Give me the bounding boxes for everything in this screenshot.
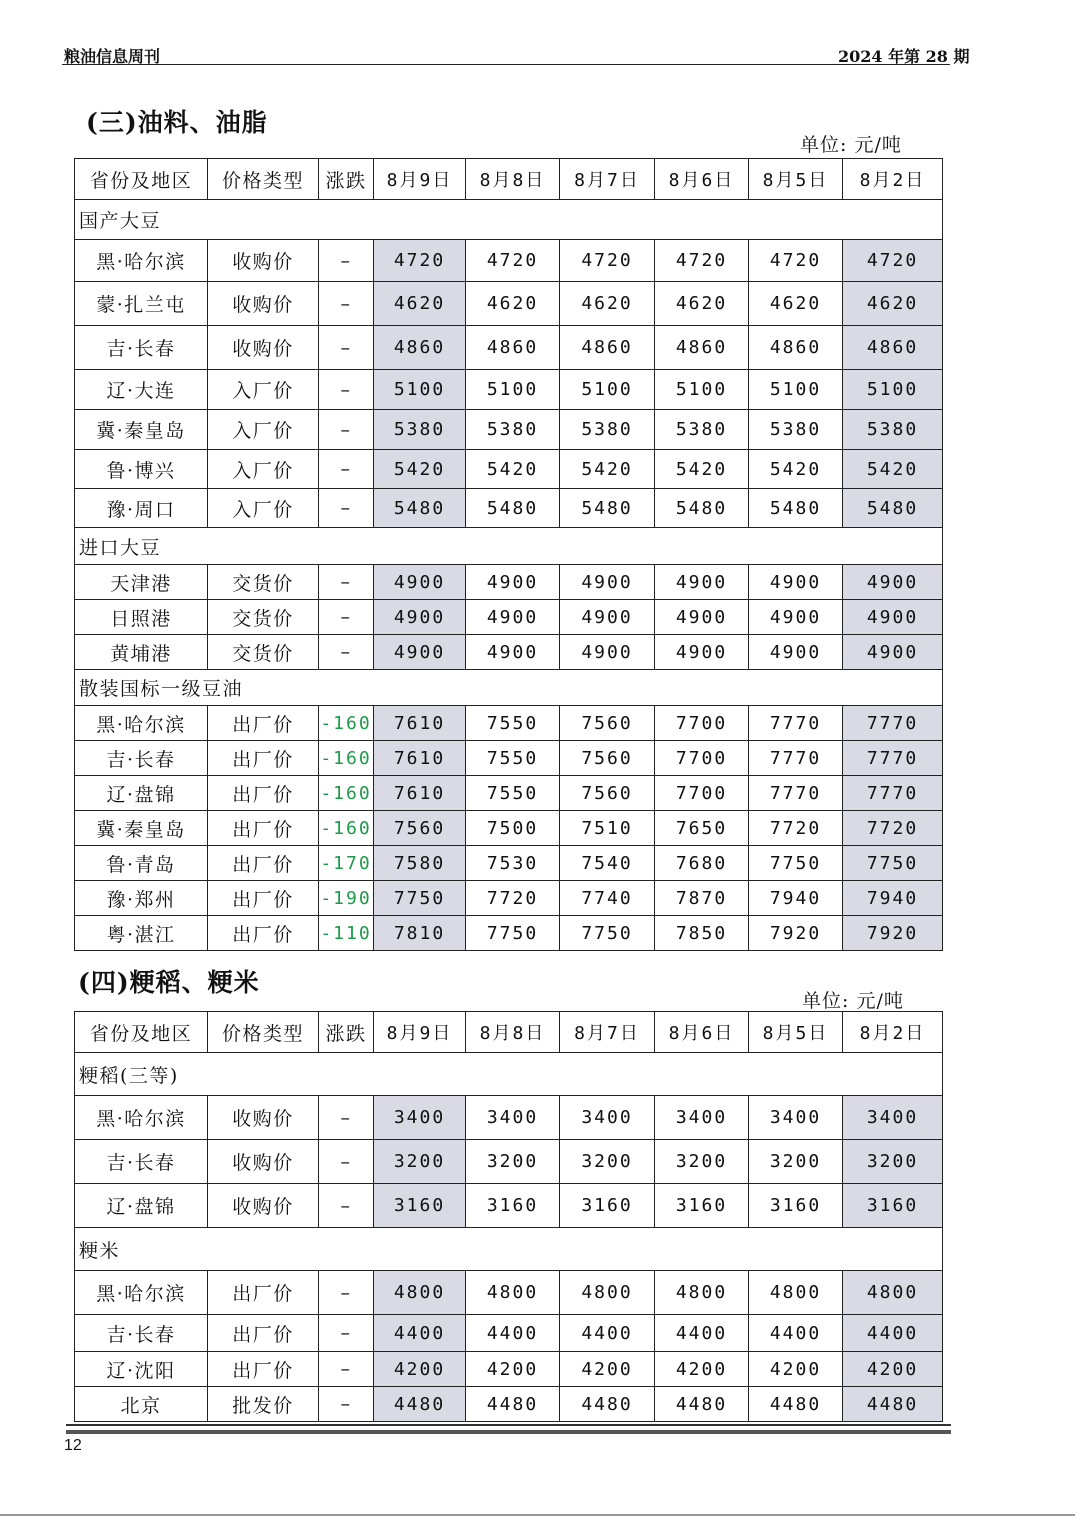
footer-rule-thin <box>66 1424 951 1426</box>
header-rule <box>62 64 950 65</box>
price-cell: 7750 <box>560 916 655 951</box>
change-cell: -190 <box>319 881 374 916</box>
column-header: 价格类型 <box>208 1012 319 1053</box>
price-cell: 4620 <box>560 282 655 326</box>
column-header: 8月5日 <box>749 159 843 200</box>
price-cell: 4480 <box>655 1387 749 1422</box>
table-row <box>75 600 943 635</box>
category-label: 粳稻(三等) <box>75 1053 943 1096</box>
category-label: 粳米 <box>75 1228 943 1271</box>
price-cell: 4900 <box>749 600 843 635</box>
price-cell: 7540 <box>560 846 655 881</box>
price-cell: 5100 <box>749 370 843 410</box>
change-cell: – <box>319 600 374 635</box>
price-type-cell: 交货价 <box>208 635 319 670</box>
price-cell: 4400 <box>749 1315 843 1352</box>
change-cell: – <box>319 1315 374 1352</box>
price-cell: 4620 <box>749 282 843 326</box>
column-header: 8月8日 <box>466 159 560 200</box>
price-cell: 5380 <box>655 410 749 450</box>
price-cell: 3160 <box>466 1184 560 1228</box>
price-cell: 4860 <box>843 326 943 370</box>
table-row <box>75 240 943 282</box>
price-cell: 4900 <box>749 635 843 670</box>
table-header-row <box>75 159 943 200</box>
price-cell: 5100 <box>374 370 466 410</box>
price-cell: 4860 <box>466 326 560 370</box>
change-cell: -160 <box>319 741 374 776</box>
table-row <box>75 881 943 916</box>
price-cell: 5100 <box>466 370 560 410</box>
price-cell: 5380 <box>466 410 560 450</box>
footer-rule-thick <box>66 1430 951 1434</box>
price-cell: 7740 <box>560 881 655 916</box>
price-type-cell: 入厂价 <box>208 410 319 450</box>
price-cell: 4200 <box>374 1352 466 1387</box>
price-type-cell: 收购价 <box>208 326 319 370</box>
publication-title: 粮油信息周刊 <box>64 47 161 66</box>
change-cell: – <box>319 1352 374 1387</box>
price-cell: 7560 <box>560 706 655 741</box>
price-cell: 3400 <box>749 1096 843 1140</box>
table-row <box>75 741 943 776</box>
column-header: 涨跌 <box>319 1012 374 1053</box>
price-cell: 3400 <box>560 1096 655 1140</box>
table-row <box>75 489 943 528</box>
price-cell: 4800 <box>655 1271 749 1315</box>
table-row <box>75 1352 943 1387</box>
table-row <box>75 326 943 370</box>
price-cell: 3160 <box>655 1184 749 1228</box>
price-cell: 4800 <box>843 1271 943 1315</box>
region-cell: 蒙·扎兰屯 <box>75 282 208 326</box>
price-cell: 4900 <box>560 635 655 670</box>
price-cell: 4400 <box>374 1315 466 1352</box>
table-row <box>75 565 943 600</box>
issue-number: 2024 年第 28 期 <box>838 47 970 66</box>
table-row <box>75 282 943 326</box>
price-cell: 7770 <box>749 741 843 776</box>
price-cell: 7700 <box>655 776 749 811</box>
price-cell: 5420 <box>655 450 749 489</box>
region-cell: 辽·盘锦 <box>75 1184 208 1228</box>
price-table-oils <box>74 158 943 951</box>
unit-label-oils: 单位: 元/吨 <box>800 134 902 156</box>
price-cell: 5420 <box>749 450 843 489</box>
price-type-cell: 批发价 <box>208 1387 319 1422</box>
price-cell: 4900 <box>560 565 655 600</box>
table-row <box>75 370 943 410</box>
price-cell: 4480 <box>560 1387 655 1422</box>
price-cell: 4200 <box>749 1352 843 1387</box>
price-cell: 3160 <box>843 1184 943 1228</box>
price-cell: 7940 <box>749 881 843 916</box>
column-header: 涨跌 <box>319 159 374 200</box>
region-cell: 粤·湛江 <box>75 916 208 951</box>
price-cell: 3200 <box>560 1140 655 1184</box>
table-row <box>75 1315 943 1352</box>
region-cell: 鲁·博兴 <box>75 450 208 489</box>
column-header: 8月6日 <box>655 1012 749 1053</box>
region-cell: 北京 <box>75 1387 208 1422</box>
price-cell: 4900 <box>374 565 466 600</box>
table-row <box>75 811 943 846</box>
price-cell: 3200 <box>374 1140 466 1184</box>
table-row <box>75 1140 943 1184</box>
price-cell: 4480 <box>466 1387 560 1422</box>
change-cell: -160 <box>319 706 374 741</box>
price-cell: 4480 <box>843 1387 943 1422</box>
price-cell: 4480 <box>374 1387 466 1422</box>
price-cell: 7870 <box>655 881 749 916</box>
column-header: 价格类型 <box>208 159 319 200</box>
column-header: 8月2日 <box>843 1012 943 1053</box>
column-header: 8月9日 <box>374 1012 466 1053</box>
table-row <box>75 706 943 741</box>
price-cell: 3160 <box>749 1184 843 1228</box>
price-cell: 3400 <box>655 1096 749 1140</box>
price-cell: 4860 <box>560 326 655 370</box>
region-cell: 辽·大连 <box>75 370 208 410</box>
table-row <box>75 635 943 670</box>
price-cell: 4900 <box>374 600 466 635</box>
change-cell: – <box>319 410 374 450</box>
price-cell: 7610 <box>374 776 466 811</box>
price-cell: 4860 <box>749 326 843 370</box>
price-cell: 3200 <box>749 1140 843 1184</box>
price-cell: 4900 <box>466 565 560 600</box>
price-cell: 4860 <box>374 326 466 370</box>
price-cell: 4900 <box>655 600 749 635</box>
change-cell: – <box>319 565 374 600</box>
price-cell: 3160 <box>560 1184 655 1228</box>
column-header: 8月5日 <box>749 1012 843 1053</box>
price-cell: 7920 <box>843 916 943 951</box>
change-cell: – <box>319 1096 374 1140</box>
column-header: 8月6日 <box>655 159 749 200</box>
change-cell: -170 <box>319 846 374 881</box>
price-cell: 7770 <box>843 706 943 741</box>
price-cell: 4720 <box>655 240 749 282</box>
price-cell: 4800 <box>749 1271 843 1315</box>
change-cell: – <box>319 450 374 489</box>
price-cell: 7720 <box>843 811 943 846</box>
price-cell: 4620 <box>843 282 943 326</box>
price-cell: 4720 <box>749 240 843 282</box>
price-cell: 7580 <box>374 846 466 881</box>
price-type-cell: 出厂价 <box>208 706 319 741</box>
price-cell: 7500 <box>466 811 560 846</box>
region-cell: 辽·盘锦 <box>75 776 208 811</box>
price-type-cell: 出厂价 <box>208 1352 319 1387</box>
table-row <box>75 450 943 489</box>
region-cell: 冀·秦皇岛 <box>75 410 208 450</box>
region-cell: 黑·哈尔滨 <box>75 1271 208 1315</box>
section-title-rice: (四)粳稻、粳米 <box>78 968 260 997</box>
table-header-row <box>75 1012 943 1053</box>
category-row <box>75 528 943 565</box>
price-cell: 3400 <box>843 1096 943 1140</box>
change-cell: – <box>319 1184 374 1228</box>
price-cell: 7770 <box>843 776 943 811</box>
region-cell: 黄埔港 <box>75 635 208 670</box>
price-cell: 7720 <box>466 881 560 916</box>
price-cell: 4900 <box>843 565 943 600</box>
table-row <box>75 1271 943 1315</box>
region-cell: 鲁·青岛 <box>75 846 208 881</box>
price-type-cell: 收购价 <box>208 240 319 282</box>
price-type-cell: 出厂价 <box>208 916 319 951</box>
price-type-cell: 收购价 <box>208 1184 319 1228</box>
price-cell: 4620 <box>374 282 466 326</box>
price-cell: 4200 <box>655 1352 749 1387</box>
price-type-cell: 出厂价 <box>208 811 319 846</box>
price-cell: 4800 <box>466 1271 560 1315</box>
price-cell: 7700 <box>655 741 749 776</box>
price-type-cell: 出厂价 <box>208 846 319 881</box>
price-cell: 4900 <box>560 600 655 635</box>
column-header: 8月9日 <box>374 159 466 200</box>
price-table-rice <box>74 1011 943 1422</box>
price-cell: 4200 <box>843 1352 943 1387</box>
price-cell: 4900 <box>374 635 466 670</box>
table-row <box>75 776 943 811</box>
price-cell: 4400 <box>466 1315 560 1352</box>
price-cell: 4860 <box>655 326 749 370</box>
price-cell: 4900 <box>655 635 749 670</box>
category-row <box>75 1053 943 1096</box>
region-cell: 黑·哈尔滨 <box>75 240 208 282</box>
change-cell: – <box>319 326 374 370</box>
table-row <box>75 1184 943 1228</box>
price-cell: 4480 <box>749 1387 843 1422</box>
price-cell: 7560 <box>374 811 466 846</box>
price-cell: 7680 <box>655 846 749 881</box>
price-cell: 7550 <box>466 706 560 741</box>
price-type-cell: 出厂价 <box>208 881 319 916</box>
price-cell: 5380 <box>843 410 943 450</box>
price-cell: 3200 <box>843 1140 943 1184</box>
region-cell: 吉·长春 <box>75 1315 208 1352</box>
region-cell: 辽·沈阳 <box>75 1352 208 1387</box>
price-cell: 5480 <box>374 489 466 528</box>
change-cell: -160 <box>319 811 374 846</box>
table-row <box>75 1387 943 1422</box>
category-row <box>75 670 943 706</box>
region-cell: 冀·秦皇岛 <box>75 811 208 846</box>
price-cell: 7560 <box>560 741 655 776</box>
price-cell: 7750 <box>374 881 466 916</box>
price-type-cell: 收购价 <box>208 1096 319 1140</box>
price-cell: 4900 <box>843 635 943 670</box>
price-cell: 4720 <box>466 240 560 282</box>
price-cell: 4900 <box>466 635 560 670</box>
price-cell: 4900 <box>749 565 843 600</box>
change-cell: – <box>319 635 374 670</box>
category-label: 国产大豆 <box>75 200 943 240</box>
price-cell: 4720 <box>374 240 466 282</box>
price-cell: 4200 <box>560 1352 655 1387</box>
price-type-cell: 出厂价 <box>208 1315 319 1352</box>
price-cell: 7610 <box>374 741 466 776</box>
price-cell: 4720 <box>843 240 943 282</box>
change-cell: – <box>319 1387 374 1422</box>
price-cell: 7550 <box>466 776 560 811</box>
price-cell: 5380 <box>749 410 843 450</box>
region-cell: 吉·长春 <box>75 326 208 370</box>
price-type-cell: 收购价 <box>208 282 319 326</box>
price-cell: 7750 <box>466 916 560 951</box>
price-cell: 7650 <box>655 811 749 846</box>
price-type-cell: 入厂价 <box>208 370 319 410</box>
price-cell: 4800 <box>374 1271 466 1315</box>
category-label: 进口大豆 <box>75 528 943 565</box>
price-cell: 5100 <box>843 370 943 410</box>
change-cell: – <box>319 489 374 528</box>
change-cell: – <box>319 282 374 326</box>
price-cell: 5100 <box>560 370 655 410</box>
page-edge <box>0 1514 1075 1516</box>
price-type-cell: 入厂价 <box>208 489 319 528</box>
price-cell: 5380 <box>560 410 655 450</box>
price-cell: 7770 <box>843 741 943 776</box>
price-cell: 3200 <box>655 1140 749 1184</box>
region-cell: 黑·哈尔滨 <box>75 1096 208 1140</box>
table-row <box>75 846 943 881</box>
price-cell: 7750 <box>749 846 843 881</box>
category-row <box>75 200 943 240</box>
table-row <box>75 1096 943 1140</box>
change-cell: -160 <box>319 776 374 811</box>
price-cell: 7530 <box>466 846 560 881</box>
price-cell: 7920 <box>749 916 843 951</box>
price-cell: 4400 <box>843 1315 943 1352</box>
price-cell: 7550 <box>466 741 560 776</box>
region-cell: 黑·哈尔滨 <box>75 706 208 741</box>
price-cell: 7510 <box>560 811 655 846</box>
price-cell: 4800 <box>560 1271 655 1315</box>
change-cell: – <box>319 1271 374 1315</box>
price-cell: 4900 <box>466 600 560 635</box>
change-cell: – <box>319 370 374 410</box>
region-cell: 吉·长春 <box>75 741 208 776</box>
table-row <box>75 916 943 951</box>
section-title-oils: (三)油料、油脂 <box>86 108 268 137</box>
column-header: 省份及地区 <box>75 1012 208 1053</box>
page-number: 12 <box>64 1437 82 1454</box>
price-cell: 7810 <box>374 916 466 951</box>
unit-label-rice: 单位: 元/吨 <box>802 990 904 1012</box>
price-cell: 3400 <box>374 1096 466 1140</box>
price-cell: 3400 <box>466 1096 560 1140</box>
change-cell: – <box>319 1140 374 1184</box>
price-type-cell: 交货价 <box>208 565 319 600</box>
price-cell: 3200 <box>466 1140 560 1184</box>
price-cell: 4720 <box>560 240 655 282</box>
price-cell: 7770 <box>749 706 843 741</box>
price-cell: 3160 <box>374 1184 466 1228</box>
price-cell: 7700 <box>655 706 749 741</box>
column-header: 8月7日 <box>560 159 655 200</box>
price-cell: 7940 <box>843 881 943 916</box>
price-cell: 7850 <box>655 916 749 951</box>
price-cell: 7770 <box>749 776 843 811</box>
price-cell: 5480 <box>655 489 749 528</box>
price-cell: 4400 <box>655 1315 749 1352</box>
price-type-cell: 出厂价 <box>208 776 319 811</box>
region-cell: 豫·周口 <box>75 489 208 528</box>
price-cell: 4900 <box>655 565 749 600</box>
category-label: 散装国标一级豆油 <box>75 670 943 706</box>
price-cell: 7560 <box>560 776 655 811</box>
price-cell: 5420 <box>560 450 655 489</box>
region-cell: 吉·长春 <box>75 1140 208 1184</box>
change-cell: -110 <box>319 916 374 951</box>
column-header: 8月2日 <box>843 159 943 200</box>
table-row <box>75 410 943 450</box>
price-cell: 4620 <box>655 282 749 326</box>
change-cell: – <box>319 240 374 282</box>
price-cell: 4620 <box>466 282 560 326</box>
price-cell: 5480 <box>560 489 655 528</box>
price-cell: 5420 <box>843 450 943 489</box>
region-cell: 日照港 <box>75 600 208 635</box>
region-cell: 豫·郑州 <box>75 881 208 916</box>
price-cell: 4200 <box>466 1352 560 1387</box>
price-cell: 4400 <box>560 1315 655 1352</box>
category-row <box>75 1228 943 1271</box>
column-header: 8月8日 <box>466 1012 560 1053</box>
price-type-cell: 收购价 <box>208 1140 319 1184</box>
price-cell: 5480 <box>843 489 943 528</box>
price-type-cell: 入厂价 <box>208 450 319 489</box>
price-cell: 5380 <box>374 410 466 450</box>
price-cell: 5480 <box>749 489 843 528</box>
price-cell: 4900 <box>843 600 943 635</box>
price-cell: 7610 <box>374 706 466 741</box>
price-cell: 5420 <box>466 450 560 489</box>
price-cell: 5100 <box>655 370 749 410</box>
price-type-cell: 出厂价 <box>208 1271 319 1315</box>
price-type-cell: 出厂价 <box>208 741 319 776</box>
price-cell: 7720 <box>749 811 843 846</box>
price-cell: 5420 <box>374 450 466 489</box>
price-cell: 5480 <box>466 489 560 528</box>
region-cell: 天津港 <box>75 565 208 600</box>
column-header: 8月7日 <box>560 1012 655 1053</box>
price-type-cell: 交货价 <box>208 600 319 635</box>
price-cell: 7750 <box>843 846 943 881</box>
column-header: 省份及地区 <box>75 159 208 200</box>
